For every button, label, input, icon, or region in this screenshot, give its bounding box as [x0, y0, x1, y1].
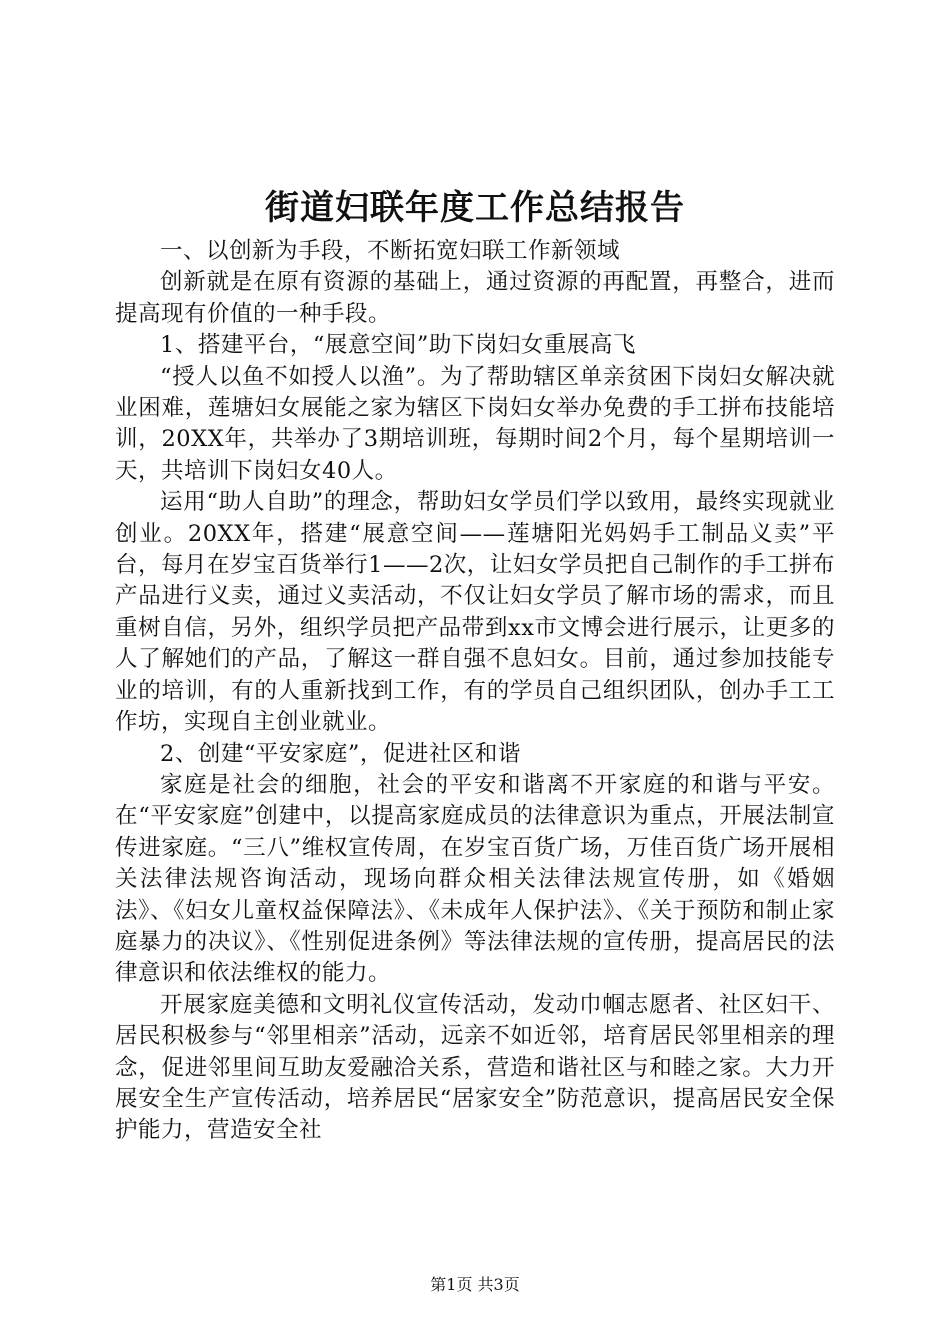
section-heading-1: 一、以创新为手段，不断拓宽妇联工作新领域: [160, 238, 621, 264]
paragraph-2: “授人以鱼不如授人以渔”。为了帮助辖区单亲贫困下岗妇女解决就业困难，莲塘妇女展能之家为辖区下岗妇女举办免费的手工拼布技能培训，20XX年，共举办了3期培训班，每期时间2个月，每个星期培训一天，共培训下岗妇女40人。: [115, 363, 835, 484]
subsection-heading-1: 1、搭建平台，“展意空间”助下岗妇女重展高飞: [160, 332, 636, 359]
page-footer: 第1页 共3页: [430, 1275, 520, 1294]
subsection-heading-2: 2、创建“平安家庭”，促进社区和谐: [160, 740, 521, 767]
paragraph-4: 家庭是社会的细胞，社会的平安和谐离不开家庭的和谐与平安。在“平安家庭”创建中，以提高家庭成员的法律意识为重点，开展法制宣传进家庭。“三八”维权宣传周，在岁宝百货广场，万佳百货广场开展相关法律法规咨询活动，现场向群众相关法律法规宣传册，如《婚姻法》、《妇女儿童权益保障法》、《未成年人保护法》、《关于预防和制止家庭暴力的决议》、《性别促进条例》等法律法规的宣传册，提高居民的法律意识和依法维权的能力。: [115, 771, 835, 987]
paragraph-5: 开展家庭美德和文明礼仪宣传活动，发动巾帼志愿者、社区妇干、居民积极参与“邻里相亲”活动，远亲不如近邻，培育居民邻里相亲的理念，促进邻里间互助友爱融洽关系，营造和谐社区与和睦之家。大力开展安全生产宣传活动，培养居民“居家安全”防范意识，提高居民安全保护能力，营造安全社: [115, 991, 835, 1144]
paragraph-3: 运用“助人自助”的理念，帮助妇女学员们学以致用，最终实现就业创业。20XX年，搭建“展意空间——莲塘阳光妈妈手工制品义卖”平台，每月在岁宝百货举行1——2次，让妇女学员把自己制作的手工拼布产品进行义卖，通过义卖活动，不仅让妇女学员了解市场的需求，而且重树自信，另外，组织学员把产品带到xx市文博会进行展示，让更多的人了解她们的产品，了解这一群自强不息妇女。目前，通过参加技能专业的培训，有的人重新找到工作，有的学员自己组织团队，创办手工工作坊，实现自主创业就业。: [115, 489, 835, 736]
document-title: 街道妇联年度工作总结报告: [265, 188, 685, 228]
document-body: [115, 236, 835, 1147]
paragraph-1: 创新就是在原有资源的基础上，通过资源的再配置，再整合，进而提高现有价值的一种手段。: [115, 269, 835, 327]
